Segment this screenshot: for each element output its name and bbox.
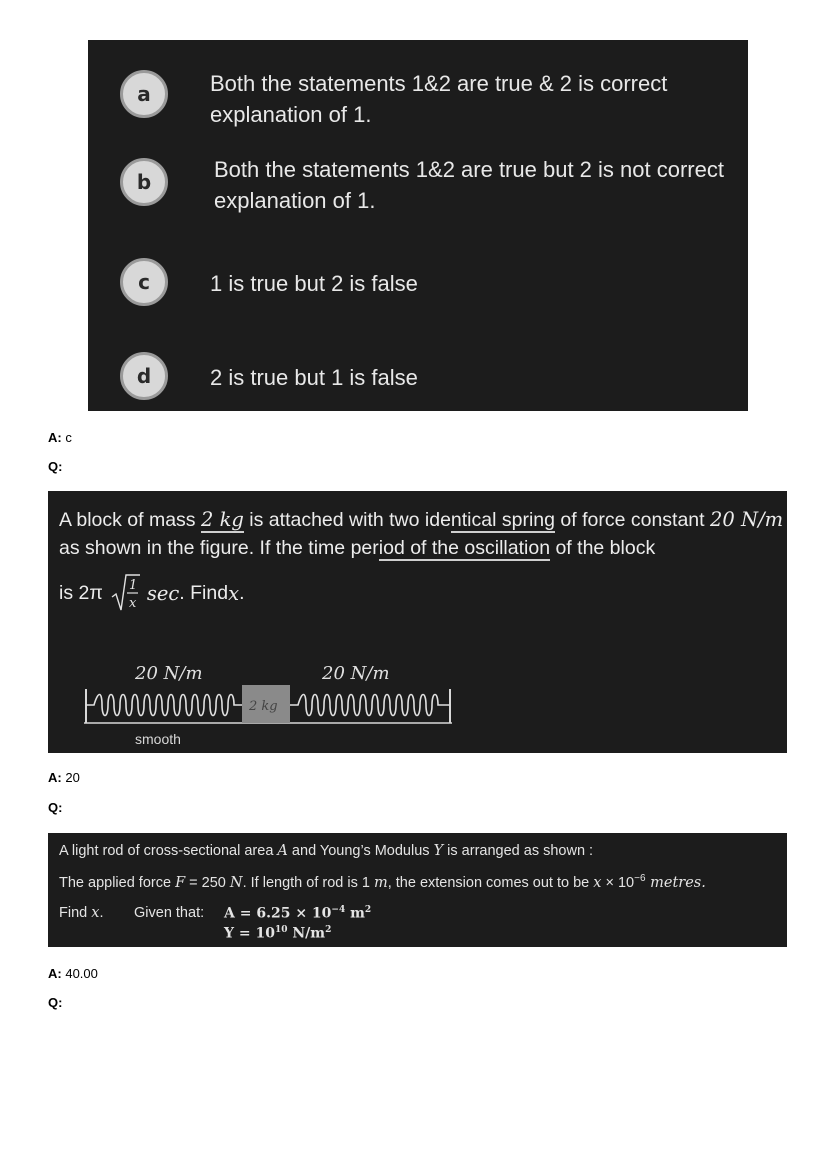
options-panel	[88, 40, 748, 411]
option-a-badge: a	[120, 70, 168, 118]
spring-question-text: A block of mass 2 kg is attached with two identical spring of force constant 20 N/m as shown in the figure. If the time period of the oscillation of the block	[59, 508, 784, 559]
rod-line-1: A light rod of cross-sectional area A and Young’s Modulus Y is arranged as shown :	[59, 843, 594, 859]
period-unit: sec	[146, 581, 180, 605]
answer-3-label: A:	[48, 966, 62, 981]
period-prefix: is 2π	[59, 581, 103, 604]
answer-1-value: c	[65, 430, 72, 445]
question-1-label: Q:	[48, 459, 63, 474]
block-label: 2 kg	[249, 699, 278, 714]
mass-value: 2 kg	[200, 508, 244, 531]
answer-2-value: 20	[65, 770, 80, 785]
sqrt-denominator: x	[128, 596, 137, 611]
option-b-text: Both the statements 1&2 are true but 2 is not correct explanation of 1.	[214, 157, 724, 213]
answer-3	[48, 966, 98, 982]
option-c-badge: c	[120, 258, 168, 306]
answer-3-value: 40.00	[65, 966, 98, 981]
left-spring	[86, 695, 242, 716]
option-b-badge: b	[120, 158, 168, 206]
answer-2	[48, 770, 80, 786]
spring-question-panel	[48, 491, 787, 753]
sqrt-numerator: 1	[128, 578, 138, 593]
option-d-text: 2 is true but 1 is false	[210, 365, 418, 390]
given-area: $A = 6.25 \times 10^{-4}$ $m^2$	[224, 905, 372, 922]
sqrt-symbol	[111, 573, 141, 613]
option-a-text: Both the statements 1&2 are true & 2 is correct explanation of 1.	[210, 71, 668, 127]
question-3-label: Q:	[48, 995, 63, 1010]
given-youngs-modulus: $Y = 10^{10}$ $N/m^2$	[224, 925, 332, 942]
rod-question-panel	[48, 833, 787, 947]
right-spring-label: 20 N/m	[322, 663, 390, 684]
given-label: Given that:	[134, 905, 205, 921]
option-d-badge: d	[120, 352, 168, 400]
answer-2-label: A:	[48, 770, 62, 785]
answer-1-label: A:	[48, 430, 62, 445]
spring-block-figure	[80, 651, 460, 751]
answer-1	[48, 430, 72, 446]
rod-line-3: Find x.	[59, 905, 104, 921]
option-c-text: 1 is true but 2 is false	[210, 271, 418, 296]
smooth-label: smooth	[135, 731, 181, 747]
left-spring-label: 20 N/m	[135, 663, 203, 684]
right-spring	[290, 695, 450, 716]
rod-line-2: The applied force F = 250 N. If length of rod is 1 m, the extension comes out to be $x \times 10^{-6}$ metres.	[59, 873, 706, 891]
period-formula: is 2π 1 x sec . Find x .	[59, 573, 244, 613]
spring-constant: 20 N/m	[710, 508, 784, 531]
question-2-label: Q:	[48, 800, 63, 815]
